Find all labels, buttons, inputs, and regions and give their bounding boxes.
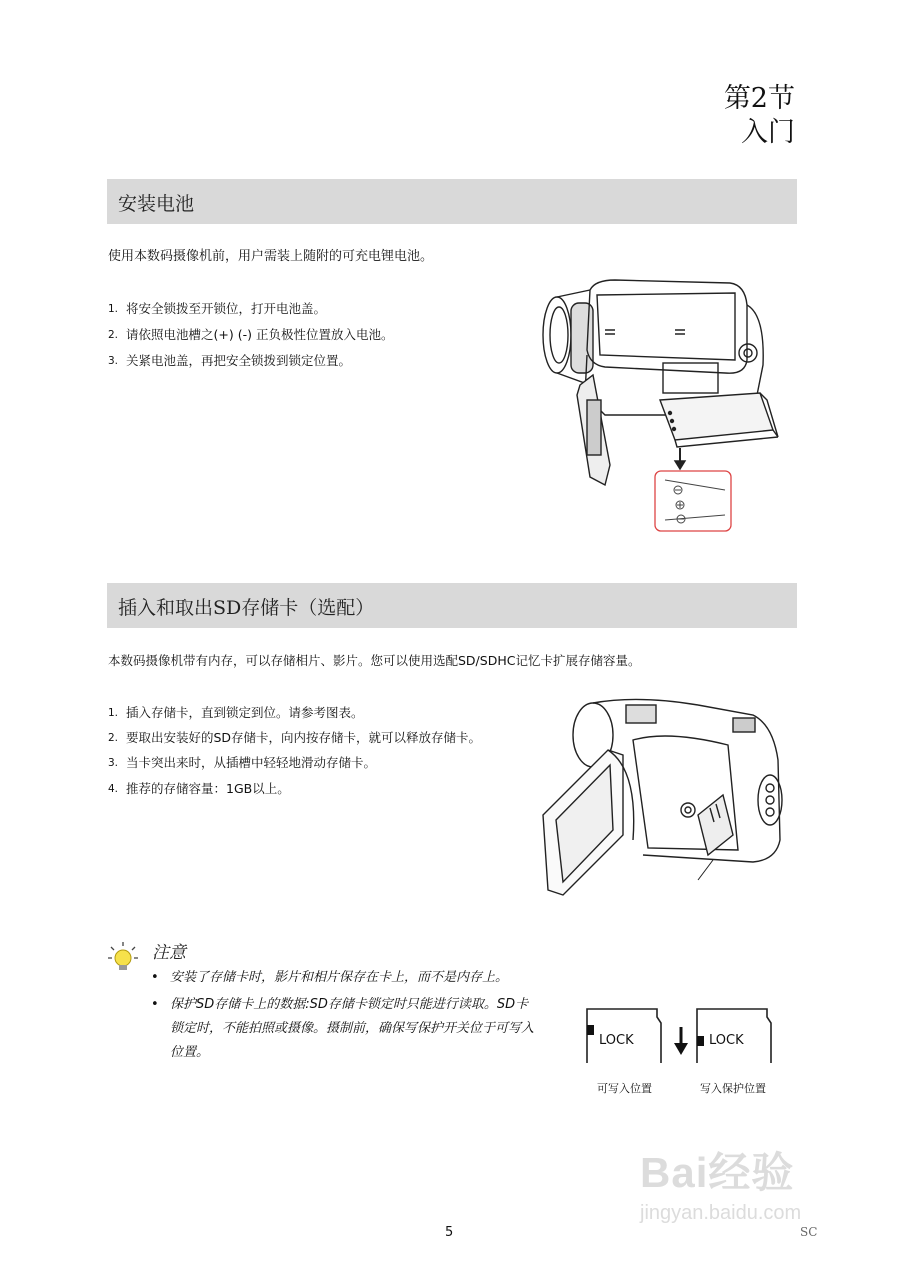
sdcard-step: 3. 当卡突出来时，从插槽中轻轻地滑动存储卡。 (108, 755, 377, 770)
sdcard-step: 4. 推荐的存储容量：1GB以上。 (108, 781, 290, 796)
section-bar-battery (107, 179, 797, 224)
sdcard-insert-illustration (538, 690, 788, 900)
watermark-url: jingyan.baidu.com (640, 1202, 802, 1224)
chapter-header (724, 82, 795, 150)
baidu-watermark (640, 1140, 801, 1225)
page-number: 5 (445, 1225, 454, 1240)
battery-step: 2. 请依照电池槽之(+) (-) 正负极性位置放入电池。 (108, 327, 394, 342)
note-title: 注意 (152, 943, 186, 963)
protect-position-label: 写入保护位置 (700, 1082, 766, 1095)
lock-label-writable: LOCK (599, 1033, 634, 1048)
sdcard-steps (108, 700, 508, 802)
watermark-brand: Bai经验 (640, 1149, 795, 1196)
note-item: • 安装了存储卡时，影片和相片保存在卡上，而不是内存上。 (148, 966, 590, 990)
battery-step: 3. 关紧电池盖，再把安全锁拨到锁定位置。 (108, 353, 352, 368)
note-list (148, 966, 568, 1068)
lock-label-protected: LOCK (709, 1033, 744, 1048)
sdcard-step: 2. 要取出安装好的SD存储卡，向内按存储卡，就可以释放存储卡。 (108, 730, 482, 745)
lightbulb-icon (106, 940, 140, 974)
battery-install-illustration (535, 275, 780, 535)
sdcard-step: 1. 插入存储卡，直到锁定到位。请参考图表。 (108, 705, 364, 720)
section-heading-sdcard: 插入和取出SD存储卡（选配） (118, 597, 375, 619)
section-bar-sdcard (107, 583, 797, 628)
language-code: SC (800, 1225, 818, 1239)
sdcard-intro: 本数码摄像机带有内存，可以存储相片、影片。您可以使用选配SD/SDHC记忆卡扩展存储容量。 (108, 653, 641, 668)
note-item: • 保护SD存储卡上的数据:SD存储卡锁定时只能进行读取。SD卡锁定时，不能拍照或摄像。摄制前，确保写保护开关位于可写入位置。 (148, 993, 540, 1065)
battery-step: 1. 将安全锁拨至开锁位，打开电池盖。 (108, 301, 327, 316)
section-number: 第2节 (723, 83, 795, 114)
chapter-title: 入门 (741, 117, 795, 148)
battery-intro: 使用本数码摄像机前，用户需装上随附的可充电锂电池。 (108, 249, 434, 264)
writable-position-label: 可写入位置 (597, 1082, 652, 1095)
battery-steps (108, 296, 508, 374)
section-heading-battery: 安装电池 (118, 193, 195, 215)
